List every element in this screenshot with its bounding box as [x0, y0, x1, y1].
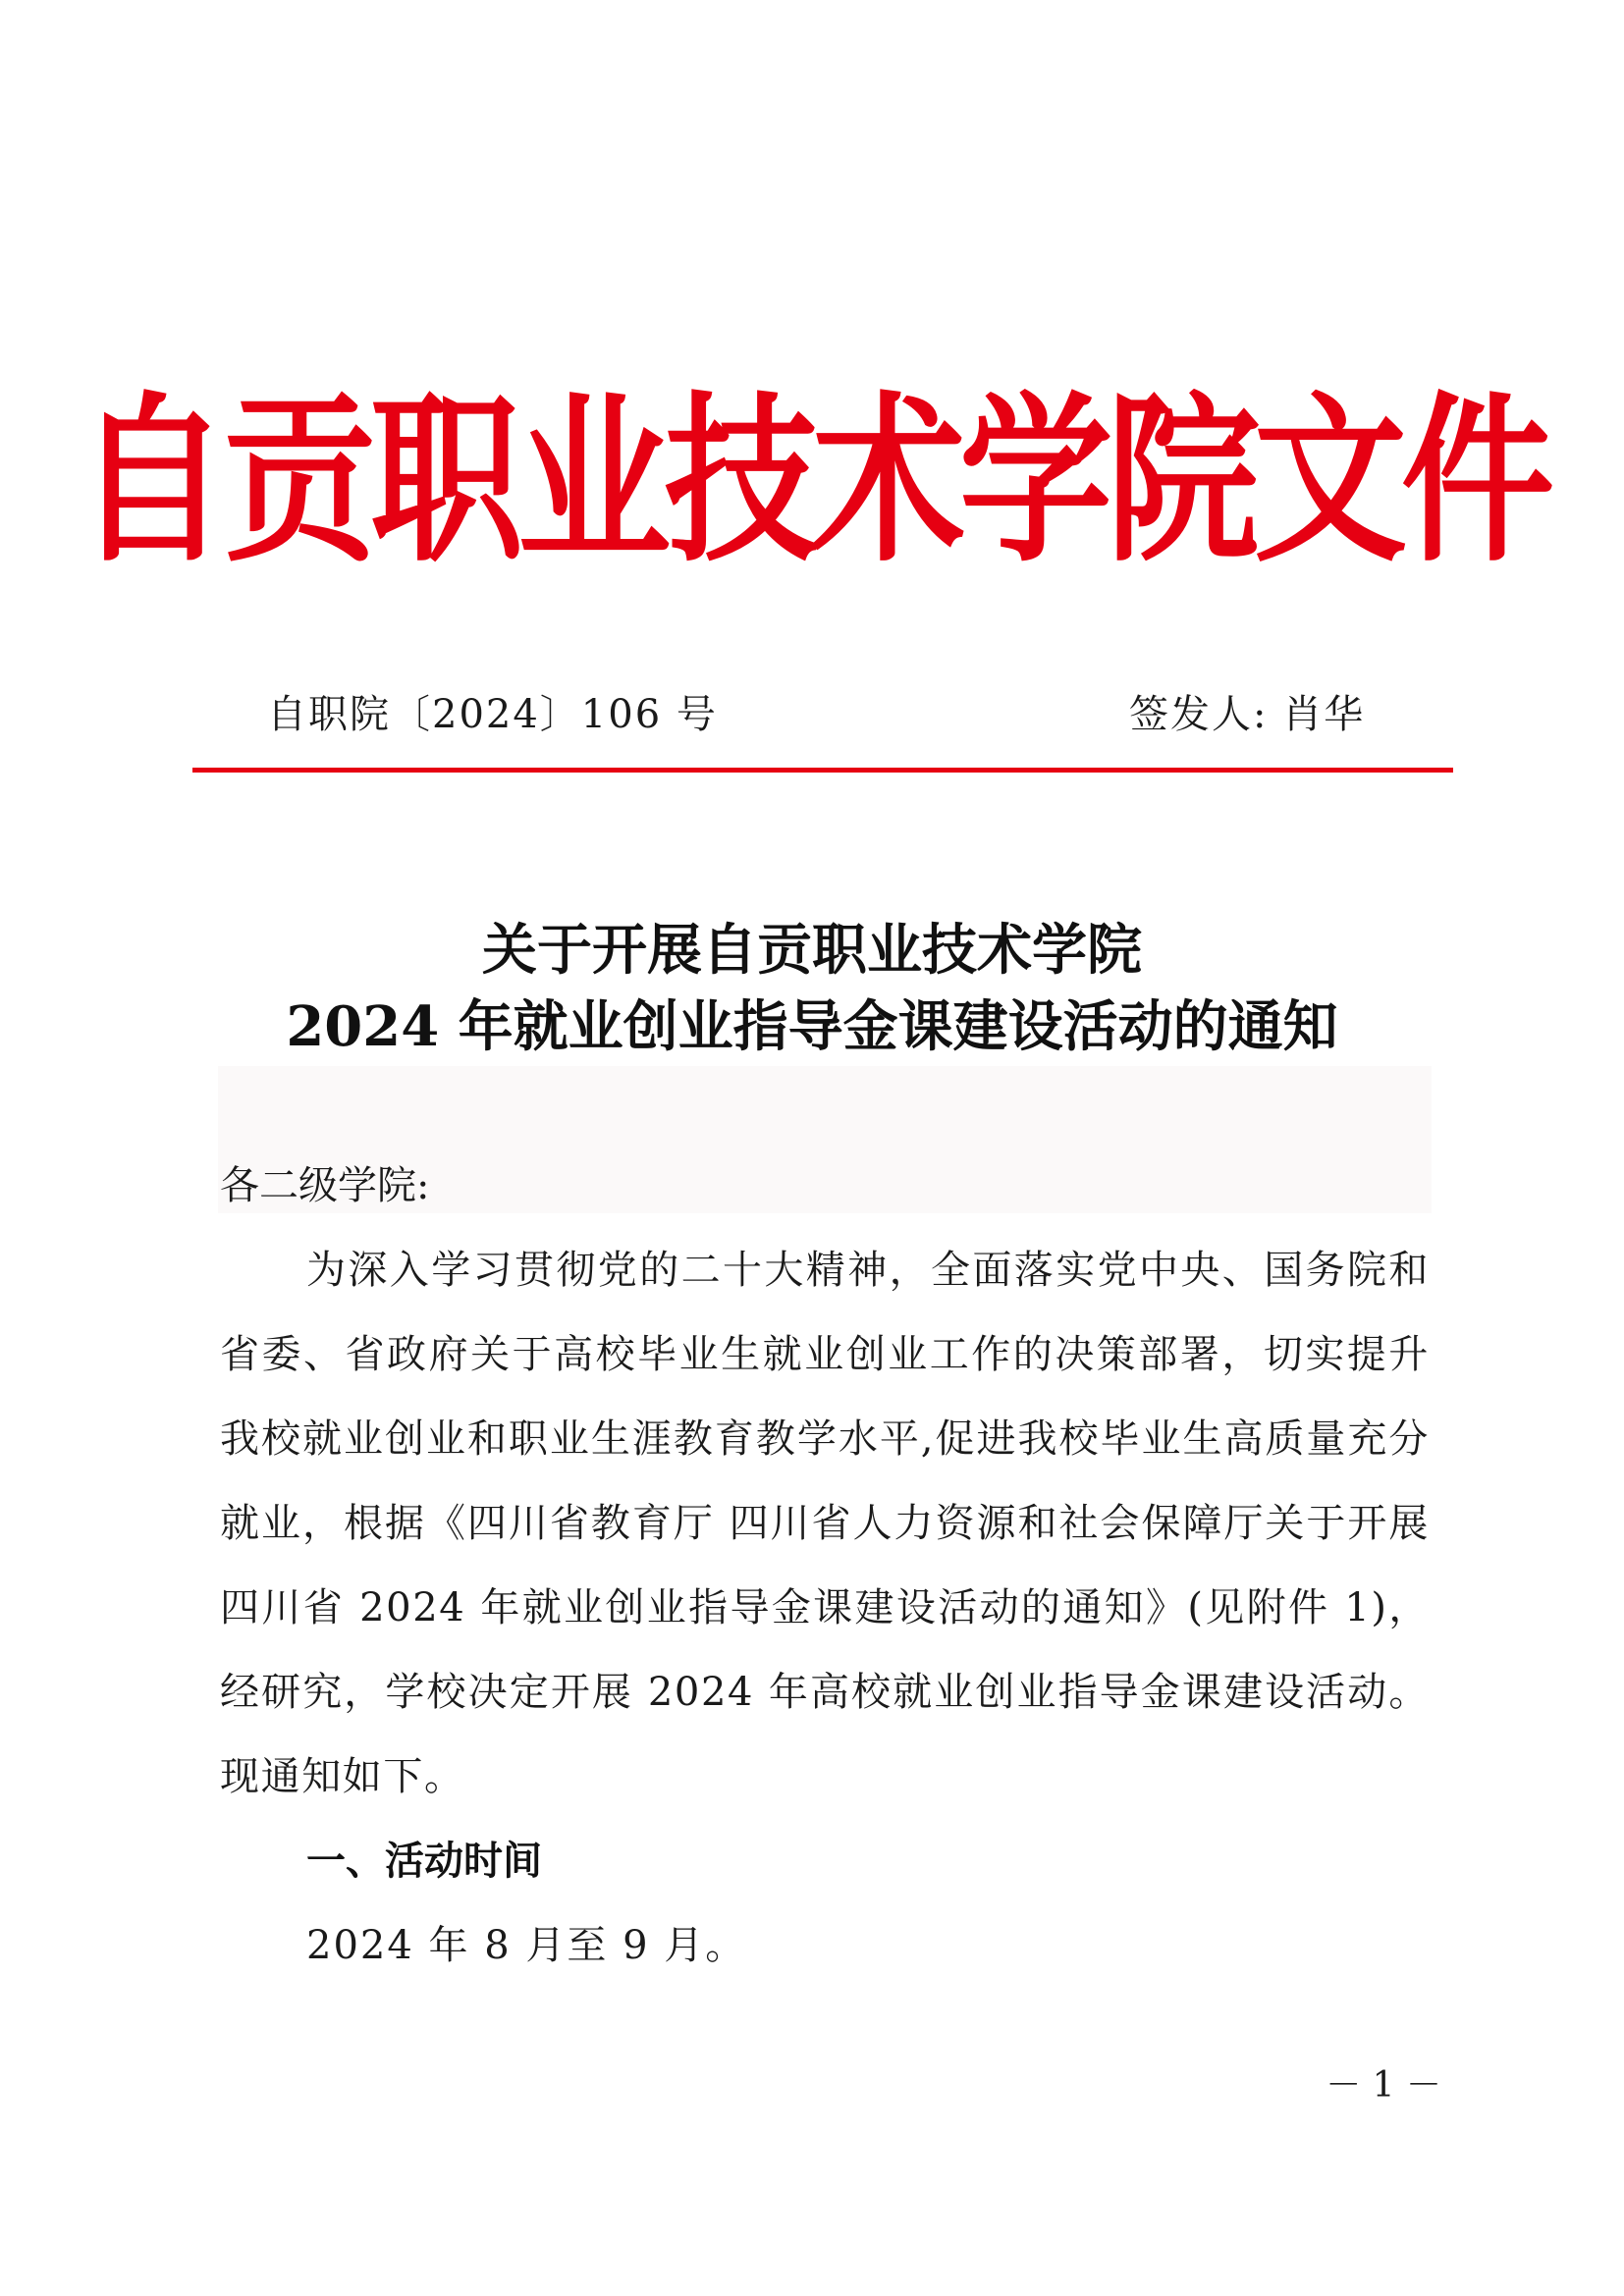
- header-divider: [192, 768, 1453, 773]
- body-paragraph: 为深入学习贯彻党的二十大精神，全面落实党中央、国务院和省委、省政府关于高校毕业生就业创业工作的决策部署，切实提升我校就业创业和职业生涯教育教学水平,促进我校毕业生高质量充分就业，根据《四川省教育厅 四川省人力资源和社会保障厅关于开展四川省 2024 年就业创业指导金课建设活动的通知》(见附件 1)，经研究，学校决定开展 2024 年高校就业创业指导金课建设活动。现通知如下。: [220, 1248, 1430, 1799]
- page-number: － 1 －: [1326, 2065, 1441, 2106]
- salutation: 各二级学院:: [220, 1163, 430, 1208]
- notice-title-line-1: 关于开展自贡职业技术学院: [482, 918, 1142, 983]
- document-number: 自职院〔2024〕106 号: [267, 692, 718, 737]
- section-heading-activity-time: 一、活动时间: [306, 1839, 542, 1884]
- signer: 签发人: 肖华: [1129, 692, 1366, 737]
- section-content-activity-time: 2024 年 8 月至 9 月。: [306, 1923, 747, 1968]
- notice-title-line-2: 2024 年就业创业指导金课建设活动的通知: [286, 994, 1338, 1059]
- issuer-title: 自贡职业技术学院文件: [76, 375, 1548, 587]
